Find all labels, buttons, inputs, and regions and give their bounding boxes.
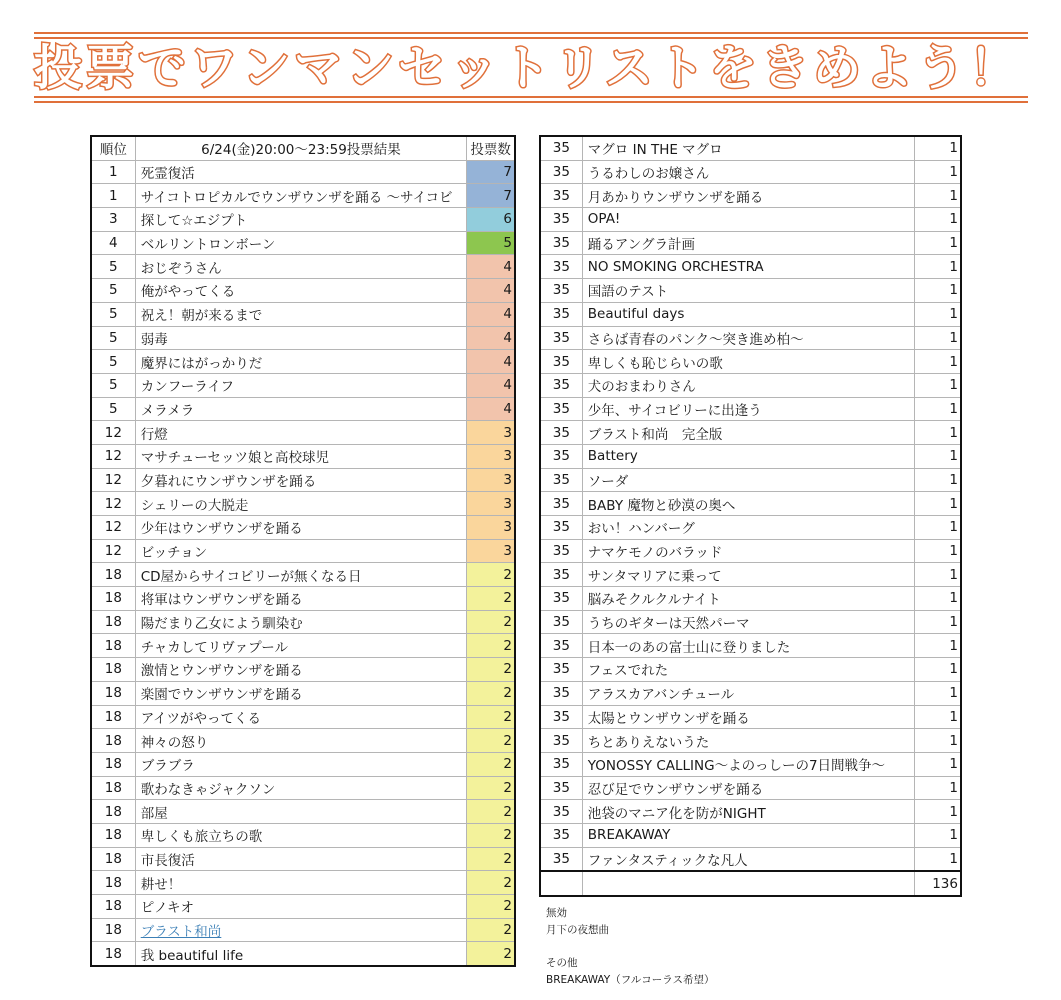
votes-cell: 1: [915, 468, 961, 492]
song-cell: 脳みそクルクルナイト: [582, 587, 914, 611]
table-row: [540, 681, 961, 705]
votes-cell: 4: [467, 255, 515, 279]
song-cell: 行燈: [135, 421, 467, 445]
table-row: [91, 302, 515, 326]
votes-cell: 1: [915, 587, 961, 611]
table-row: [91, 752, 515, 776]
song-link[interactable]: ブラスト和尚: [140, 924, 222, 941]
header-rank: 順位: [91, 136, 135, 160]
rank-cell: 18: [91, 918, 135, 942]
rank-cell: 18: [91, 634, 135, 658]
rank-cell: 35: [540, 610, 582, 634]
song-cell: チャカしてリヴァプール: [135, 634, 467, 658]
votes-cell: 1: [915, 231, 961, 255]
table-row: [540, 539, 961, 563]
table-row: [91, 184, 515, 208]
rank-cell: 35: [540, 800, 582, 824]
rank-cell: 35: [540, 444, 582, 468]
votes-cell: 1: [915, 373, 961, 397]
rank-cell: 35: [540, 729, 582, 753]
votes-cell: 4: [467, 279, 515, 303]
invalid-item: 月下の夜想曲: [546, 924, 609, 936]
votes-cell: 1: [915, 516, 961, 540]
song-cell: 陽だまり乙女によう馴染む: [135, 610, 467, 634]
song-cell: 将軍はウンザウンザを踊る: [135, 587, 467, 611]
table-row: [540, 516, 961, 540]
table-row: [540, 705, 961, 729]
song-cell: アイツがやってくる: [135, 705, 467, 729]
votes-cell: 2: [467, 823, 515, 847]
votes-cell: 2: [467, 871, 515, 895]
rank-cell: 35: [540, 160, 582, 184]
song-cell: 犬のおまわりさん: [582, 373, 914, 397]
song-cell: フェスでれた: [582, 658, 914, 682]
song-cell: ファンタスティックな凡人: [582, 847, 914, 871]
rank-cell: 3: [91, 208, 135, 232]
votes-cell: 2: [467, 681, 515, 705]
rank-cell: 18: [91, 823, 135, 847]
votes-cell: 2: [467, 776, 515, 800]
votes-cell: 1: [915, 681, 961, 705]
votes-cell: 4: [467, 397, 515, 421]
rank-cell: 12: [91, 444, 135, 468]
table-row: [91, 610, 515, 634]
rank-cell: 35: [540, 397, 582, 421]
rank-cell: 35: [540, 279, 582, 303]
rank-cell: 18: [91, 705, 135, 729]
banner-rule-top-outer: [34, 32, 1028, 34]
song-cell: YONOSSY CALLING〜よのっしーの7日間戦争〜: [582, 752, 914, 776]
table-row: [540, 847, 961, 871]
table-row: [91, 539, 515, 563]
rank-cell: 35: [540, 823, 582, 847]
total-row: [540, 871, 961, 896]
votes-cell: 7: [467, 160, 515, 184]
votes-cell: 3: [467, 516, 515, 540]
table-row: [540, 468, 961, 492]
rank-cell: 18: [91, 658, 135, 682]
table-row: [540, 658, 961, 682]
votes-cell: 2: [467, 847, 515, 871]
votes-cell: 2: [467, 800, 515, 824]
rank-cell: 35: [540, 255, 582, 279]
song-cell: ブラブラ: [135, 752, 467, 776]
votes-cell: 1: [915, 444, 961, 468]
votes-cell: 4: [467, 373, 515, 397]
votes-cell: 5: [467, 231, 515, 255]
table-row: [91, 279, 515, 303]
song-cell: 市長復活: [135, 847, 467, 871]
rank-cell: 35: [540, 136, 582, 160]
votes-cell: 4: [467, 302, 515, 326]
rank-cell: 35: [540, 492, 582, 516]
votes-cell: 1: [915, 847, 961, 871]
rank-cell: 12: [91, 492, 135, 516]
table-row: [91, 516, 515, 540]
song-cell: アラスカアバンチュール: [582, 681, 914, 705]
rank-cell: 1: [91, 184, 135, 208]
table-row: [540, 326, 961, 350]
song-cell: メラメラ: [135, 397, 467, 421]
table-row: [91, 231, 515, 255]
other-item: BREAKAWAY（フルコーラス希望）: [546, 974, 715, 986]
votes-cell: 1: [915, 563, 961, 587]
rank-cell: 35: [540, 658, 582, 682]
song-cell: 国語のテスト: [582, 279, 914, 303]
rank-cell: 18: [91, 871, 135, 895]
rank-cell: 18: [91, 776, 135, 800]
rank-cell: 5: [91, 255, 135, 279]
results-table-right: [539, 135, 962, 897]
song-cell: 忍び足でウンザウンザを踊る: [582, 776, 914, 800]
rank-cell: 35: [540, 634, 582, 658]
table-row: [91, 587, 515, 611]
rank-cell: 35: [540, 184, 582, 208]
rank-cell: 35: [540, 231, 582, 255]
votes-cell: 1: [915, 658, 961, 682]
song-cell: 耕せ！: [135, 871, 467, 895]
votes-cell: 3: [467, 492, 515, 516]
votes-cell: 2: [467, 658, 515, 682]
song-cell: おい！ハンバーグ: [582, 516, 914, 540]
votes-cell: 1: [915, 255, 961, 279]
song-cell: ナマケモノのバラッド: [582, 539, 914, 563]
rank-cell: 35: [540, 705, 582, 729]
votes-cell: 1: [915, 492, 961, 516]
song-cell: 俺がやってくる: [135, 279, 467, 303]
total-rank-cell: [540, 871, 582, 896]
table-row: [540, 587, 961, 611]
rank-cell: 12: [91, 539, 135, 563]
song-cell: 卑しくも恥じらいの歌: [582, 350, 914, 374]
song-cell: BREAKAWAY: [582, 823, 914, 847]
song-cell: 祝え！朝が来るまで: [135, 302, 467, 326]
song-cell: 弱毒: [135, 326, 467, 350]
song-cell: NO SMOKING ORCHESTRA: [582, 255, 914, 279]
song-cell: 激情とウンザウンザを踊る: [135, 658, 467, 682]
table-row: [540, 634, 961, 658]
song-cell: マサチューセッツ娘と高校球児: [135, 444, 467, 468]
song-cell: 踊るアングラ計画: [582, 231, 914, 255]
votes-cell: 1: [915, 160, 961, 184]
table-row: [91, 776, 515, 800]
table-row: [91, 421, 515, 445]
table-row: [91, 918, 515, 942]
rank-cell: 35: [540, 681, 582, 705]
song-cell: さらば青春のパンク〜突き進め柏〜: [582, 326, 914, 350]
song-cell: 死霊復活: [135, 160, 467, 184]
table-row: [540, 184, 961, 208]
votes-cell: 2: [467, 895, 515, 919]
table-row: [540, 350, 961, 374]
song-cell: うちのギターは天然パーマ: [582, 610, 914, 634]
votes-cell: 1: [915, 705, 961, 729]
song-cell: ちとありえないうた: [582, 729, 914, 753]
rank-cell: 12: [91, 468, 135, 492]
rank-cell: 18: [91, 942, 135, 966]
total-votes: 136: [915, 871, 961, 896]
song-cell: 日本一のあの富士山に登りました: [582, 634, 914, 658]
table-row: [91, 729, 515, 753]
rank-cell: 35: [540, 752, 582, 776]
rank-cell: 12: [91, 516, 135, 540]
table-header-row: [91, 136, 515, 160]
table-row: [91, 208, 515, 232]
votes-cell: 3: [467, 468, 515, 492]
song-cell: [135, 918, 467, 942]
song-cell: 歌わなきゃジャクソン: [135, 776, 467, 800]
song-cell: 太陽とウンザウンザを踊る: [582, 705, 914, 729]
votes-cell: 1: [915, 326, 961, 350]
table-row: [91, 658, 515, 682]
votes-cell: 6: [467, 208, 515, 232]
table-row: [540, 823, 961, 847]
rank-cell: 5: [91, 279, 135, 303]
song-cell: Battery: [582, 444, 914, 468]
table-row: [91, 373, 515, 397]
table-row: [540, 397, 961, 421]
rank-cell: 35: [540, 516, 582, 540]
table-row: [540, 776, 961, 800]
votes-cell: 2: [467, 587, 515, 611]
song-cell: Beautiful days: [582, 302, 914, 326]
votes-cell: 2: [467, 942, 515, 966]
header-votes: 投票数: [467, 136, 515, 160]
rank-cell: 18: [91, 895, 135, 919]
votes-cell: 1: [915, 776, 961, 800]
table-row: [540, 444, 961, 468]
table-row: [540, 255, 961, 279]
song-cell: ビッチョン: [135, 539, 467, 563]
rank-cell: 35: [540, 776, 582, 800]
table-row: [91, 847, 515, 871]
votes-cell: 1: [915, 539, 961, 563]
song-cell: ブラスト和尚 完全版: [582, 421, 914, 445]
table-row: [91, 942, 515, 966]
votes-cell: 1: [915, 302, 961, 326]
table-row: [91, 444, 515, 468]
votes-cell: 4: [467, 350, 515, 374]
votes-cell: 2: [467, 705, 515, 729]
rank-cell: 12: [91, 421, 135, 445]
table-row: [91, 326, 515, 350]
header-title: 6/24(金)20:00～23:59投票結果: [135, 136, 467, 160]
song-cell: 池袋のマニア化を防がNIGHT: [582, 800, 914, 824]
table-row: [91, 255, 515, 279]
banner-title: 投票でワンマンセットリストをきめよう！: [34, 40, 1022, 96]
rank-cell: 35: [540, 468, 582, 492]
rank-cell: 18: [91, 610, 135, 634]
votes-cell: 1: [915, 752, 961, 776]
song-cell: おじぞうさん: [135, 255, 467, 279]
table-row: [91, 350, 515, 374]
votes-cell: 1: [915, 421, 961, 445]
table-row: [91, 160, 515, 184]
song-cell: BABY 魔物と砂漠の奥へ: [582, 492, 914, 516]
table-row: [91, 871, 515, 895]
rank-cell: 5: [91, 397, 135, 421]
banner-rule-bottom-outer: [34, 101, 1028, 103]
rank-cell: 5: [91, 373, 135, 397]
song-cell: ソーダ: [582, 468, 914, 492]
votes-cell: 2: [467, 918, 515, 942]
rank-cell: 35: [540, 847, 582, 871]
rank-cell: 35: [540, 302, 582, 326]
votes-cell: 7: [467, 184, 515, 208]
table-row: [91, 681, 515, 705]
other-label: その他: [546, 957, 578, 969]
total-label-cell: [582, 871, 914, 896]
song-cell: 神々の怒り: [135, 729, 467, 753]
table-row: [540, 610, 961, 634]
table-row: [540, 421, 961, 445]
song-cell: シェリーの大脱走: [135, 492, 467, 516]
song-cell: マグロ IN THE マグロ: [582, 136, 914, 160]
votes-cell: 3: [467, 421, 515, 445]
table-row: [540, 231, 961, 255]
rank-cell: 18: [91, 563, 135, 587]
votes-cell: 1: [915, 279, 961, 303]
votes-cell: 1: [915, 397, 961, 421]
song-cell: ベルリントロンボーン: [135, 231, 467, 255]
song-cell: OPA!: [582, 208, 914, 232]
votes-cell: 1: [915, 610, 961, 634]
votes-cell: 1: [915, 800, 961, 824]
votes-cell: 1: [915, 136, 961, 160]
table-row: [540, 136, 961, 160]
votes-cell: 2: [467, 634, 515, 658]
rank-cell: 35: [540, 421, 582, 445]
banner-rule-bottom-inner: [34, 96, 1028, 98]
rank-cell: 18: [91, 752, 135, 776]
table-row: [91, 634, 515, 658]
table-row: [540, 492, 961, 516]
rank-cell: 18: [91, 847, 135, 871]
song-cell: うるわしのお嬢さん: [582, 160, 914, 184]
votes-cell: 1: [915, 823, 961, 847]
rank-cell: 35: [540, 587, 582, 611]
results-table-left-body: [91, 160, 515, 966]
table-row: [540, 729, 961, 753]
banner: [34, 32, 1028, 102]
rank-cell: 5: [91, 326, 135, 350]
rank-cell: 18: [91, 587, 135, 611]
table-row: [91, 705, 515, 729]
song-cell: 少年はウンザウンザを踊る: [135, 516, 467, 540]
rank-cell: 4: [91, 231, 135, 255]
rank-cell: 1: [91, 160, 135, 184]
song-cell: 我 beautiful life: [135, 942, 467, 966]
table-row: [540, 279, 961, 303]
votes-cell: 1: [915, 729, 961, 753]
votes-cell: 3: [467, 444, 515, 468]
votes-cell: 1: [915, 184, 961, 208]
table-row: [91, 563, 515, 587]
song-cell: 夕暮れにウンザウンザを踊る: [135, 468, 467, 492]
table-row: [540, 752, 961, 776]
table-row: [540, 800, 961, 824]
table-row: [91, 895, 515, 919]
votes-cell: 2: [467, 563, 515, 587]
results-table-left: [90, 135, 516, 967]
table-row: [91, 800, 515, 824]
song-cell: 卑しくも旅立ちの歌: [135, 823, 467, 847]
song-cell: サンタマリアに乗って: [582, 563, 914, 587]
table-row: [91, 468, 515, 492]
table-row: [540, 563, 961, 587]
song-cell: サイコトロピカルでウンザウンザを踊る 〜サイコビ: [135, 184, 467, 208]
song-cell: CD屋からサイコビリーが無くなる日: [135, 563, 467, 587]
rank-cell: 35: [540, 373, 582, 397]
banner-rule-top-inner: [34, 37, 1028, 39]
rank-cell: 18: [91, 681, 135, 705]
votes-cell: 1: [915, 208, 961, 232]
votes-cell: 2: [467, 729, 515, 753]
rank-cell: 5: [91, 302, 135, 326]
rank-cell: 35: [540, 563, 582, 587]
invalid-label: 無効: [546, 907, 567, 919]
song-cell: 探して☆エジプト: [135, 208, 467, 232]
rank-cell: 18: [91, 800, 135, 824]
notes: [546, 906, 714, 990]
votes-cell: 1: [915, 634, 961, 658]
votes-cell: 2: [467, 610, 515, 634]
song-cell: 魔界にはがっかりだ: [135, 350, 467, 374]
song-cell: ピノキオ: [135, 895, 467, 919]
rank-cell: 35: [540, 350, 582, 374]
song-cell: 楽園でウンザウンザを踊る: [135, 681, 467, 705]
song-cell: カンフーライフ: [135, 373, 467, 397]
rank-cell: 35: [540, 326, 582, 350]
votes-cell: 2: [467, 752, 515, 776]
notes-spacer: [546, 940, 714, 956]
rank-cell: 5: [91, 350, 135, 374]
table-row: [540, 302, 961, 326]
table-row: [540, 160, 961, 184]
song-cell: 部屋: [135, 800, 467, 824]
table-row: [540, 208, 961, 232]
votes-cell: 1: [915, 350, 961, 374]
table-row: [91, 823, 515, 847]
results-table-right-body: [540, 136, 961, 871]
song-cell: 月あかりウンザウンザを踊る: [582, 184, 914, 208]
rank-cell: 35: [540, 208, 582, 232]
table-row: [540, 373, 961, 397]
song-cell: 少年、サイコビリーに出逢う: [582, 397, 914, 421]
table-row: [91, 492, 515, 516]
rank-cell: 18: [91, 729, 135, 753]
votes-cell: 3: [467, 539, 515, 563]
votes-cell: 4: [467, 326, 515, 350]
table-row: [91, 397, 515, 421]
rank-cell: 35: [540, 539, 582, 563]
